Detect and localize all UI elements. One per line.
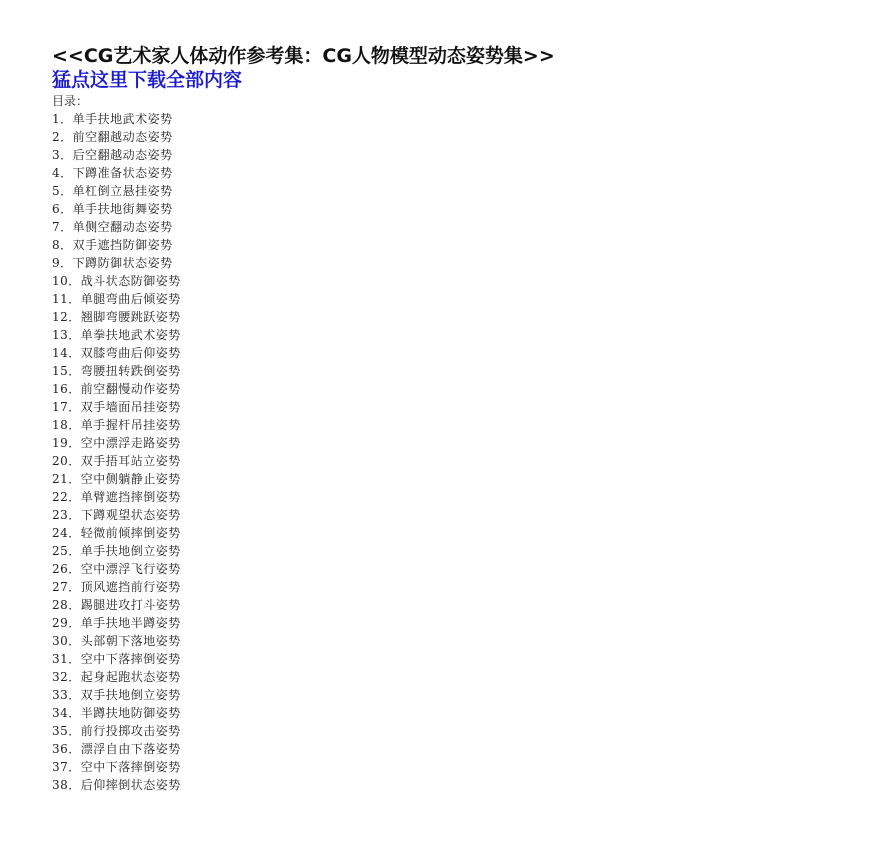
toc-item-text: 起身起跑状态姿势 [80,670,181,684]
toc-item-text: 单手扶地街舞姿势 [72,202,173,216]
toc-item-text: 单手扶地武术姿势 [72,112,173,126]
toc-item-text: 漂浮自由下落姿势 [80,742,181,756]
toc-item-number: 5． [52,184,73,198]
toc-item-text: 头部朝下落地姿势 [80,634,181,648]
toc-item-text: 单拳扶地武术姿势 [80,328,181,342]
toc-item-number: 9． [52,256,73,270]
toc-item-number: 8． [52,238,73,252]
toc-item-text: 弯腰扭转跌倒姿势 [80,364,181,378]
toc-item-text: 后仰摔倒状态姿势 [80,778,181,792]
toc-item [52,776,832,794]
toc-item [52,146,832,164]
toc-item [52,560,832,578]
toc-item-text: 单臂遮挡摔倒姿势 [80,490,181,504]
toc-item-number: 13． [52,328,81,342]
toc-item-number: 29． [52,616,81,630]
toc-item-number: 11． [52,292,81,306]
toc-item-number: 2． [52,130,73,144]
toc-item-number: 20． [52,454,81,468]
toc-item [52,614,832,632]
document-title: <<CG艺术家人体动作参考集：CG人物模型动态姿势集>> [52,45,555,67]
toc-item-text: 前行投掷攻击姿势 [80,724,181,738]
toc-label: 目录： [52,94,89,108]
toc-item-number: 1． [52,112,73,126]
toc-item-number: 36． [52,742,81,756]
toc-item-number: 26． [52,562,81,576]
toc-item-text: 轻微前倾摔倒姿势 [80,526,181,540]
toc-item [52,542,832,560]
toc-item-text: 单腿弯曲后倾姿势 [80,292,181,306]
toc-item-number: 23． [52,508,81,522]
document-page [52,44,832,794]
toc-item-number: 38． [52,778,81,792]
toc-item-text: 踢腿进攻打斗姿势 [80,598,181,612]
toc-item-number: 6． [52,202,73,216]
toc-item-text: 双手墙面吊挂姿势 [80,400,181,414]
toc-item [52,218,832,236]
toc-item [52,434,832,452]
toc-item-text: 空中侧躺静止姿势 [80,472,181,486]
toc-item-text: 半蹲扶地防御姿势 [80,706,181,720]
toc-item-number: 33． [52,688,81,702]
toc-list [52,110,832,794]
toc-item [52,578,832,596]
toc-item-number: 21． [52,472,81,486]
toc-item [52,344,832,362]
toc-item-number: 7． [52,220,73,234]
toc-item-text: 前空翻慢动作姿势 [80,382,181,396]
toc-item-text: 单手握杆吊挂姿势 [80,418,181,432]
toc-item [52,308,832,326]
toc-item-number: 22． [52,490,81,504]
toc-item-number: 25． [52,544,81,558]
toc-item-number: 24． [52,526,81,540]
toc-item [52,506,832,524]
toc-item-text: 空中漂浮走路姿势 [80,436,181,450]
toc-item [52,128,832,146]
toc-item [52,740,832,758]
toc-item [52,722,832,740]
download-all-link[interactable]: 猛点这里下载全部内容 [52,69,243,91]
toc-item [52,164,832,182]
toc-item [52,362,832,380]
toc-item [52,182,832,200]
toc-item [52,200,832,218]
toc-item [52,254,832,272]
toc-item-number: 12． [52,310,81,324]
toc-item-text: 双手捂耳站立姿势 [80,454,181,468]
toc-item [52,452,832,470]
toc-item-number: 16． [52,382,81,396]
toc-item [52,110,832,128]
toc-item-number: 31． [52,652,81,666]
toc-item [52,632,832,650]
toc-item [52,596,832,614]
toc-item-number: 18． [52,418,81,432]
toc-item [52,668,832,686]
toc-item-text: 单手扶地倒立姿势 [80,544,181,558]
toc-item-text: 单手扶地半蹲姿势 [80,616,181,630]
toc-item-text: 下蹲防御状态姿势 [72,256,173,270]
toc-item-text: 双膝弯曲后仰姿势 [80,346,181,360]
toc-item-text: 下蹲准备状态姿势 [72,166,173,180]
toc-item-text: 战斗状态防御姿势 [80,274,181,288]
toc-item [52,290,832,308]
toc-item-number: 3． [52,148,73,162]
toc-item-text: 空中漂浮飞行姿势 [80,562,181,576]
toc-item-text: 前空翻越动态姿势 [72,130,173,144]
toc-item [52,488,832,506]
toc-item-text: 双手遮挡防御姿势 [72,238,173,252]
toc-item-text: 翘脚弯腰跳跃姿势 [80,310,181,324]
toc-item [52,470,832,488]
toc-item-text: 下蹲观望状态姿势 [80,508,181,522]
toc-item-text: 后空翻越动态姿势 [72,148,173,162]
toc-item-number: 15． [52,364,81,378]
toc-item-number: 14． [52,346,81,360]
toc-item-number: 17． [52,400,81,414]
toc-item [52,416,832,434]
toc-item-text: 空中下落摔倒姿势 [80,760,181,774]
toc-item-text: 单杠倒立悬挂姿势 [72,184,173,198]
toc-item-number: 30． [52,634,81,648]
toc-item [52,272,832,290]
toc-item-text: 顶风遮挡前行姿势 [80,580,181,594]
toc-item-number: 28． [52,598,81,612]
toc-item [52,236,832,254]
toc-item-text: 空中下落摔倒姿势 [80,652,181,666]
toc-item [52,524,832,542]
toc-item-number: 32． [52,670,81,684]
toc-item-number: 27． [52,580,81,594]
toc-item [52,326,832,344]
toc-item-text: 双手扶地倒立姿势 [80,688,181,702]
toc-item [52,704,832,722]
toc-item-number: 10． [52,274,81,288]
toc-item-number: 19． [52,436,81,450]
toc-item-number: 37． [52,760,81,774]
toc-item-number: 4． [52,166,73,180]
toc-item-number: 35． [52,724,81,738]
toc-item-number: 34． [52,706,81,720]
toc-item [52,380,832,398]
toc-item [52,686,832,704]
toc-item [52,758,832,776]
toc-item [52,650,832,668]
toc-item-text: 单侧空翻动态姿势 [72,220,173,234]
toc-item [52,398,832,416]
